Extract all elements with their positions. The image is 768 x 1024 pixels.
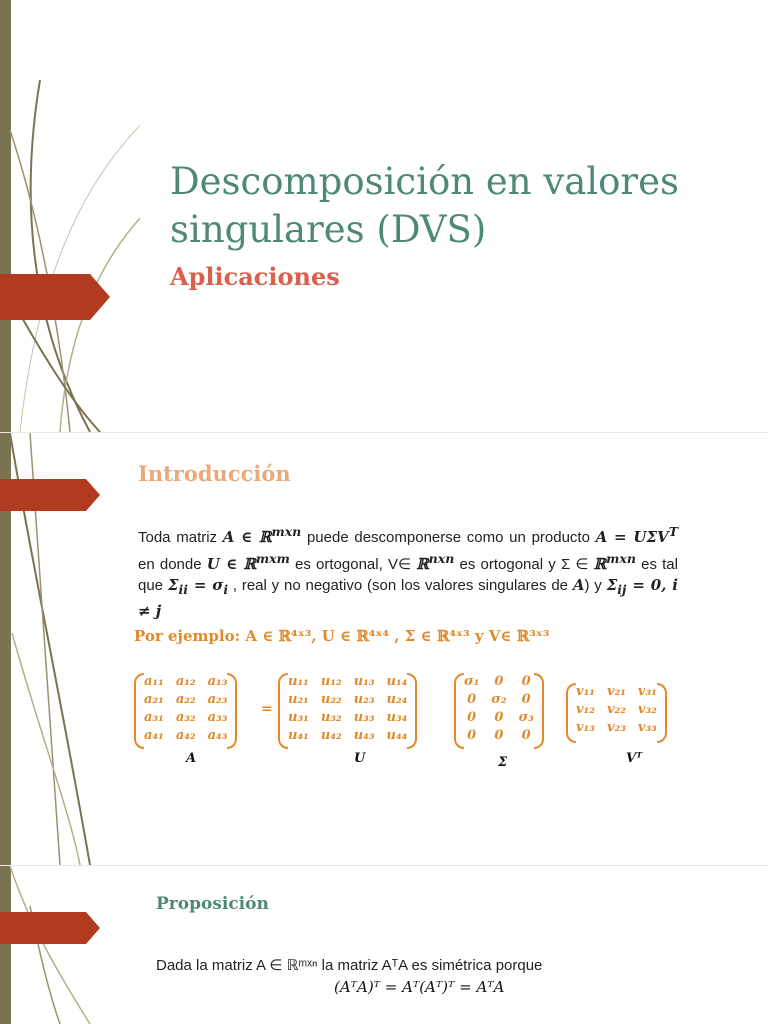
bracket-left (566, 683, 576, 743)
math-sub: ij (617, 582, 627, 597)
matrix-cell: a₁₂ (175, 674, 196, 689)
text: es ortogonal y Σ ∈ (454, 556, 594, 573)
bracket-left (134, 673, 144, 749)
math: Σ (167, 576, 179, 594)
matrix-U (282, 673, 413, 745)
math-sup: mxm (255, 551, 290, 566)
matrix-cell: u₁₁ (288, 674, 309, 689)
tag-marker-icon (0, 479, 100, 525)
slide-title-text: Descomposición en valores singulares (DVS) (170, 160, 679, 251)
matrix-V (570, 683, 663, 737)
matrix-table (570, 683, 663, 737)
matrix-cell: v₃₂ (637, 702, 657, 717)
matrix-cell: 0 (467, 728, 477, 743)
text: ) y (584, 577, 607, 594)
math: = σ (187, 576, 224, 594)
matrix-cell: v₁₂ (576, 702, 595, 717)
math-sub: i (223, 582, 229, 597)
matrix-cell: u₄₄ (386, 728, 408, 743)
proposition-formula: (AᵀA)ᵀ = Aᵀ(Aᵀ)ᵀ = AᵀA (334, 978, 505, 996)
matrix-table (458, 673, 540, 745)
matrix-cell: v₃₁ (637, 684, 657, 699)
bracket-left (278, 673, 288, 749)
slide-proposicion (0, 866, 768, 1024)
proposition-text: Dada la matriz A ∈ ℝᵐˣⁿ la matriz AᵀA es simétrica porque (156, 957, 543, 974)
matrix-cell: v₃₃ (637, 720, 657, 735)
matrix-cell: 0 (521, 728, 531, 743)
example-line: Por ejemplo: A ∈ ℝ⁴ˣ³, U ∈ ℝ⁴ˣ⁴ , Σ ∈ ℝ⁴ˣ³ y V∈ ℝ³ˣ³ (134, 627, 550, 645)
matrix-cell: u₂₃ (353, 692, 375, 707)
matrix-cell: a₄₃ (207, 728, 228, 743)
matrix-cell: u₃₃ (353, 710, 375, 725)
matrix-cell: v₁₃ (576, 720, 595, 735)
math-sup: T (668, 524, 678, 539)
tag-marker-icon (0, 912, 100, 958)
matrix-table (138, 673, 233, 745)
matrix-cell: a₃₃ (207, 710, 228, 725)
matrix-cell: a₄₂ (175, 728, 196, 743)
matrix-label-U: U (354, 751, 366, 766)
math: Σ (606, 576, 618, 594)
matrix-cell: 0 (494, 710, 504, 725)
intro-paragraph (138, 521, 678, 622)
math: ℝ (593, 555, 607, 573)
math-sup: nxn (428, 551, 455, 566)
matrix-cell: a₂₃ (207, 692, 228, 707)
matrix-cell: σ₃ (518, 710, 534, 725)
math-sup: mxn (271, 524, 302, 539)
matrix-cell: u₄₁ (288, 728, 309, 743)
math: A = UΣV (595, 528, 669, 546)
math: U ∈ ℝ (206, 555, 256, 573)
bracket-left (454, 673, 464, 749)
slide-title (0, 0, 768, 432)
matrix-cell: u₁₃ (353, 674, 375, 689)
matrix-cell: u₁₄ (386, 674, 408, 689)
section-heading: Introducción (138, 461, 291, 486)
tag-marker-icon (0, 274, 110, 320)
slide-introduccion (0, 433, 768, 865)
slide-subtitle: Aplicaciones (170, 262, 340, 291)
matrix-cell: 0 (467, 710, 477, 725)
matrix-cell: u₂₄ (386, 692, 408, 707)
matrix-cell: 0 (521, 692, 531, 707)
matrix-cell: v₁₁ (576, 684, 595, 699)
math: = 0, i ≠ j (138, 576, 678, 620)
math: ℝ (416, 555, 429, 573)
text: en donde (138, 556, 207, 573)
matrix-cell: u₂₁ (288, 692, 309, 707)
matrix-cell: a₁₃ (207, 674, 228, 689)
grass-decoration-icon (0, 0, 140, 432)
matrix-cell: u₃₂ (320, 710, 342, 725)
math: A ∈ ℝ (222, 528, 272, 546)
math: A (572, 576, 585, 594)
text: puede descomponerse como un producto (301, 529, 596, 546)
matrix-cell: a₂₂ (175, 692, 196, 707)
equals-sign: = (261, 701, 273, 717)
matrix-label-VT: Vᵀ (626, 751, 643, 766)
matrix-label-A: A (186, 751, 197, 766)
bracket-right (534, 673, 544, 749)
bracket-right (657, 683, 667, 743)
matrix-cell: u₄₂ (320, 728, 342, 743)
matrix-cell: 0 (467, 692, 477, 707)
matrix-cell: v₂₂ (606, 702, 626, 717)
matrix-cell: v₂₃ (606, 720, 626, 735)
bracket-right (407, 673, 417, 749)
matrix-cell: u₃₄ (386, 710, 408, 725)
matrix-cell: 0 (494, 674, 504, 689)
matrix-table (282, 673, 413, 745)
matrix-cell: a₁₁ (144, 674, 164, 689)
matrix-cell: 0 (494, 728, 504, 743)
matrix-cell: a₂₁ (144, 692, 164, 707)
matrix-cell: u₄₃ (353, 728, 375, 743)
matrix-cell: σ₂ (491, 692, 507, 707)
math-sub: ii (178, 582, 188, 597)
text: es ortogonal, V∈ (289, 556, 417, 573)
matrix-cell: u₁₂ (320, 674, 342, 689)
matrix-cell: a₄₁ (144, 728, 164, 743)
matrix-cell: a₃₂ (175, 710, 196, 725)
bracket-right (227, 673, 237, 749)
text: es tal que (138, 556, 678, 594)
matrix-A (138, 673, 233, 745)
matrix-Sigma (458, 673, 540, 745)
matrix-cell: u₂₂ (320, 692, 342, 707)
matrix-cell: u₃₁ (288, 710, 309, 725)
text: Toda matriz (138, 529, 223, 546)
matrix-cell: 0 (521, 674, 531, 689)
section-heading: Proposición (156, 894, 269, 914)
matrix-cell: v₂₁ (606, 684, 626, 699)
matrix-cell: a₃₁ (144, 710, 164, 725)
matrix-label-Sigma: Σ (498, 755, 508, 770)
text: , real y no negativo (son los valores singulares de (228, 577, 573, 594)
matrix-cell: σ₁ (464, 674, 480, 689)
math-sup: mxn (606, 551, 636, 566)
